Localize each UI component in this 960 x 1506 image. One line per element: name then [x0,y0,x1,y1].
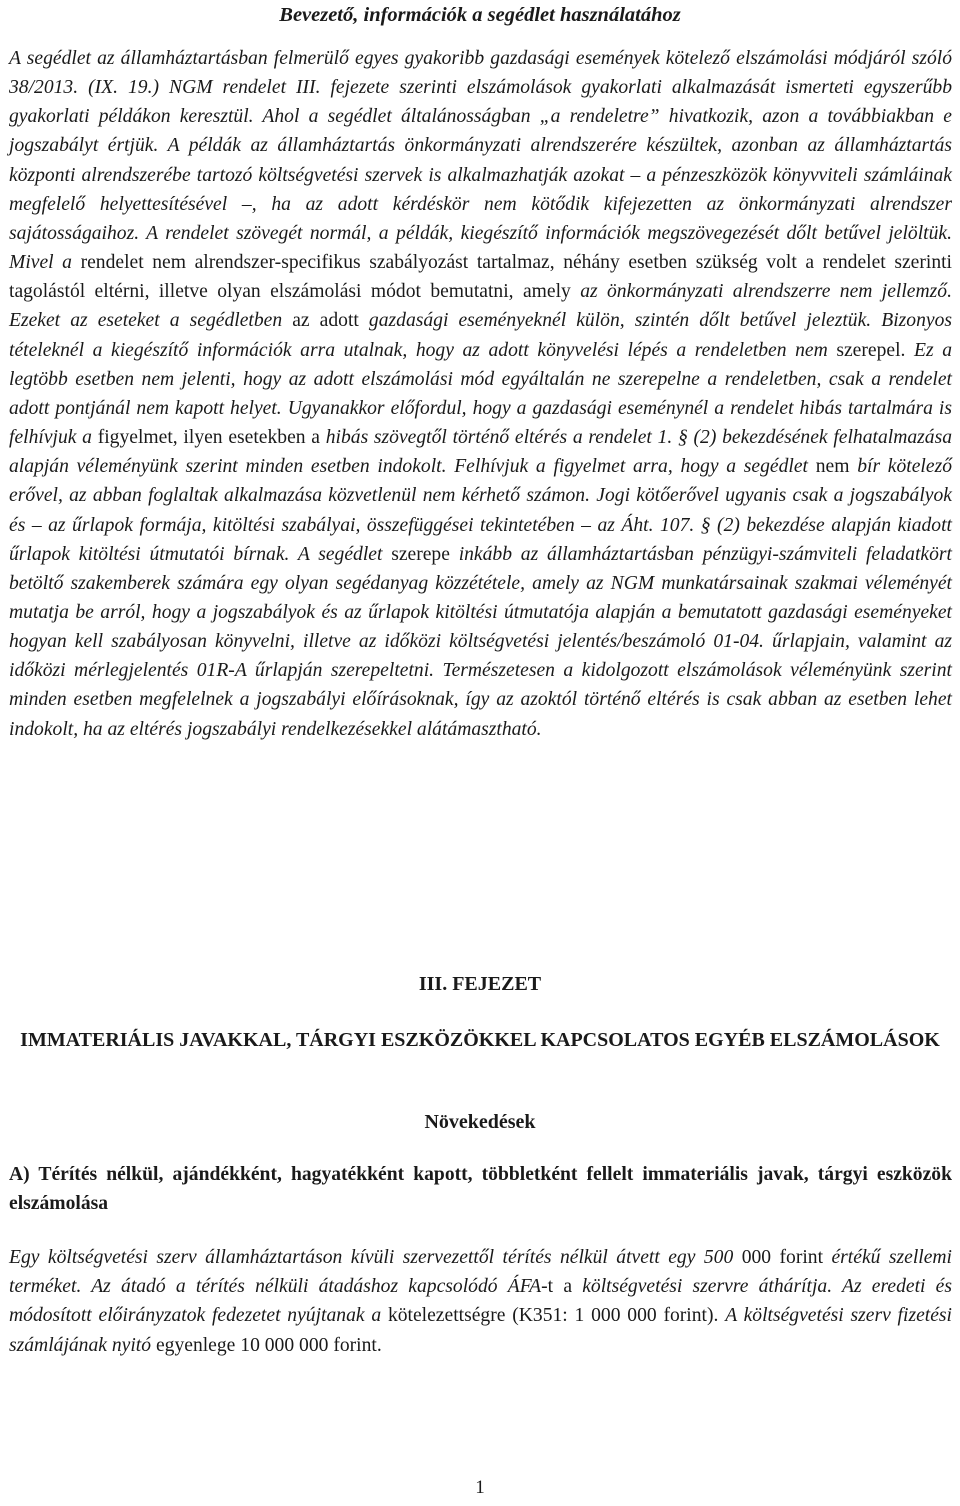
intro-segment: az önkormányzati alrendszerre nem jellemző. Ezeket az eseteket a segédletben [9,281,952,332]
section-title: Növekedések [424,1111,536,1133]
intro-segment: szerepe [391,543,459,565]
example-segment: Egy költségvetési szerv államháztartáson kívüli szervezettől térítés nélkül átvett egy 500 [9,1247,742,1268]
intro-segment: Ez a legtöbb esetben nem jelenti, hogy az adott elszámolási mód egyáltalán ne szerepelne a rendeletben, csak a rendelet adott pontjánál nem kapott helyet. Ugyanakkor előfordul, hogy a gazdasági eseménynél a rendelet hibás tartalmára is felhívjuk a [9,339,952,449]
intro-paragraph [9,44,952,744]
chapter-title: IMMATERIÁLIS JAVAKKAL, TÁRGYI ESZKÖZÖKKEL KAPCSOLATOS EGYÉB ELSZÁMOLÁSOK [20,1029,940,1051]
subsection-title: A) Térítés nélkül, ajándékként, hagyatékként kapott, többletként fellelt immateriális javak, tárgyi eszközök elszámolása [9,1164,952,1214]
example-segment: t a [547,1276,583,1298]
example-segment: költségvetési szervre áthárítja. Az eredeti és módosított előirányzatok fedezetet nyújtanak a [9,1276,952,1327]
example-paragraph [9,1243,952,1360]
example-segment: A költségvetési szerv fizetési számlájának nyitó [9,1305,952,1356]
intro-segment: gazdasági eseményeknél külön, szintén dőlt betűvel jeleztük. Bizonyos tételeknél a kiegészítő információk arra utalnak, hogy az adott könyvelési lépés a rendeletben nem [9,310,952,361]
intro-segment: A segédlet az államháztartásban felmerülő egyes gyakoribb gazdasági események kötelező elszámolási módjáról szóló 38/2013. (IX. 19.) NGM rendelet III. fejezete szerinti elszámolások gyakorlati alkalmazását ismerteti egyszerűbb gyakorlati példákon keresztül. Ahol a segédlet általánosságban „a rendeletre” hivatkozik, azon a továbbiakban e jogszabályt értjük. A példák az államháztartás önkormányzati alrendszerére készültek, azonban az államháztartás központi alrendszerébe tartozó költségvetési szervek is alkalmazhatják azokat – a pénzeszközök könyvviteli számláinak megfelelő helyettesítésével –, ha az adott kérdéskör nem kötődik kifejezetten az önkormányzati alrendszer sajátosságaihoz. A rendelet szövegét normál, a példák, kiegészítő információk megszövegezését dőlt betűvel jelöltük. Mivel a [9,48,952,274]
intro-title: Bevezető, információk a segédlet használatához [279,4,681,26]
intro-segment: az adott [292,310,369,332]
example-segment: kötelezettségre (K351: 1 000 000 forint). [387,1305,726,1327]
intro-segment: inkább az államháztartásban pénzügyi-számviteli feladatkört betöltő szakemberek számára egy olyan segédanyag közzététele, amely az NGM munkatársainak szakmai véleményét mutatja be arról, hogy a jogszabályok és az űrlapok kitöltési útmutatója alapján a bemutatott gazdasági eseményeket hogyan kell szabályosan könyvelni, illetve az időközi költségvetési jelentés/beszámoló 01-04. űrlapjain, valamint az időközi mérlegjelentés 01R-A űrlapján szerepeltetni. Természetesen a kidolgozott elszámolások véleményünk szerint minden esetben megfelelnek a jogszabályi előírásoknak, így az azoktól történő eltérés is csak abban az esetben lehet indokolt, ha az eltérés jogszabályi rendelkezésekkel alátámasztható. [9,543,952,740]
example-segment: értékű szellemi terméket. Az átadó a térítés nélküli átadáshoz kapcsolódó ÁFA- [9,1247,953,1298]
intro-segment: rendelet nem alrendszer-specifikus szabályozást tartalmaz, néhány esetben szükség volt a rendelet szerinti tagolástól eltérni, illetve olyan elszámolási módot bemutatni, amely [9,252,952,303]
example-segment: 000 forint [741,1247,832,1268]
example-segment: egyenlege 10 000 000 forint. [155,1334,382,1356]
intro-segment: figyelmet, ilyen esetekben a [97,427,326,449]
intro-segment: szerepel. [836,339,915,361]
intro-segment: bír kötelező erővel, az abban foglaltak alkalmazása közvetlenül nem kérhető számon. Jogi kötőerővel ugyanis csak a jogszabályok és – az űrlapok formája, kitöltési szabályai, összefüggései tekintetében – az Áht. 107. § (2) bekezdése alapján kiadott űrlapok kitöltési útmutatói bírnak. A segédlet [9,456,952,565]
chapter-number: III. FEJEZET [418,973,542,995]
intro-segment: nem [815,456,858,478]
intro-segment: hibás szövegtől történő eltérés a rendelet 1. § (2) bekezdésének felhatalmazása alapján véleményünk szerint minden esetben indokolt. Felhívjuk a figyelmet arra, hogy a segédlet [9,427,952,478]
page-number: 1 [475,1477,485,1498]
